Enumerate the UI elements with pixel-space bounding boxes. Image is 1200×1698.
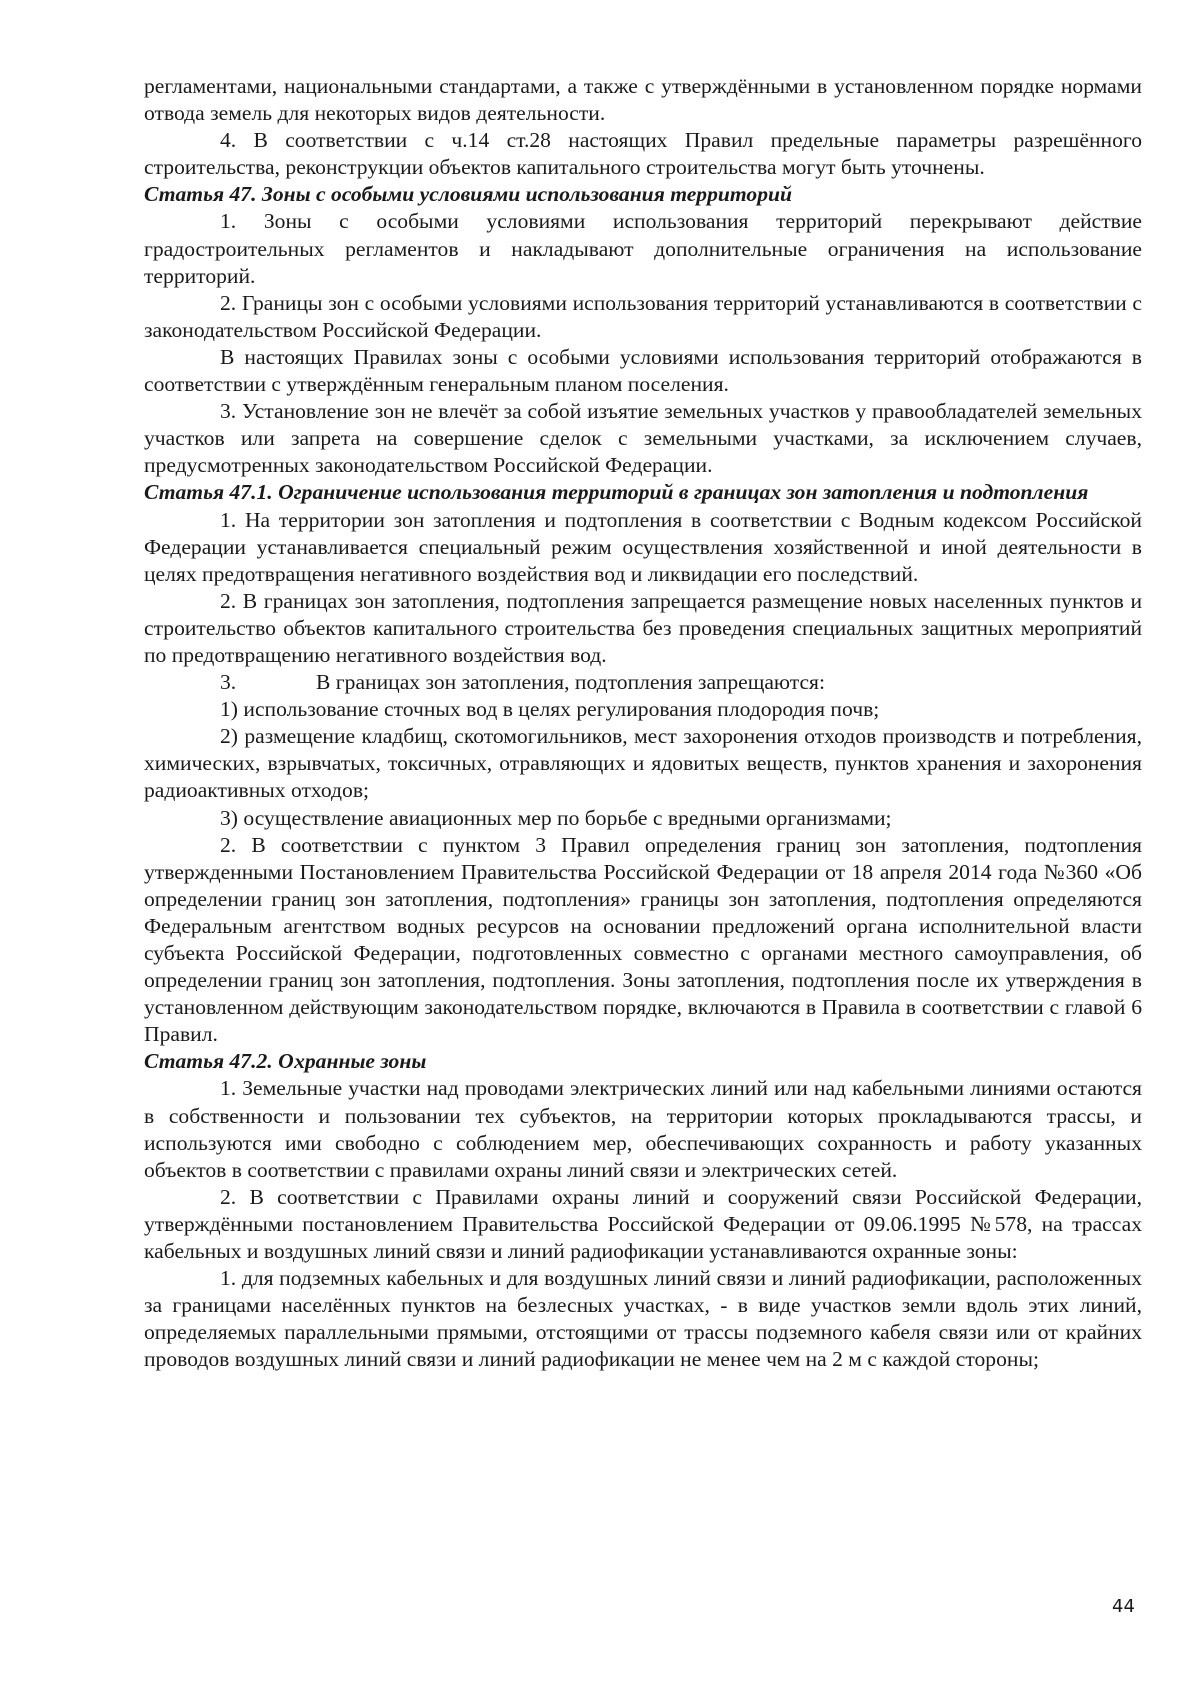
list-item-2: 2) размещение кладбищ, скотомогильников, мест захоронения отходов производств и потребления, химических, взрывчатых, токсичных, отравляющих и ядовитых веществ, пунктов хранения и захоронения радиоактивных отходов;: [144, 724, 1142, 803]
paragraph-47-2-1: 1. Земельные участки над проводами электрических линий или над кабельными линиями остаются в собственности и пользовании тех субъектов, на территории которых прокладываются трассы, и используются ими свободно с соблюдением мер, обеспечивающих сохранность и работу указанных объектов в соответствии с правилами охраны линий связи и электрических сетей.: [144, 1076, 1142, 1182]
article-47-1-heading: Статья 47.1. Ограничение использования территорий в границах зон затопления и подтопления: [144, 480, 1089, 505]
paragraph-item-4: 4. В соответствии с ч.14 ст.28 настоящих Правил предельные параметры разрешённого строительства, реконструкции объектов капитального строительства могут быть уточнены.: [144, 128, 1142, 180]
page-number: 44: [1112, 1596, 1135, 1617]
paragraph-47-2-2-1: 1. для подземных кабельных и для воздушных линий связи и линий радиофикации, расположенных за границами населённых пунктов на безлесных участках, - в виде участков земли вдоль этих линий, определяемых параллельными прямыми, отстоящими от трассы подземного кабеля связи или от крайних проводов воздушных линий связи и линий радиофикации не менее чем на 2 м с каждой стороны;: [144, 1266, 1142, 1372]
paragraph-continuation: регламентами, национальными стандартами, а также с утверждёнными в установленном порядке нормами отвода земель для некоторых видов деятельности.: [144, 74, 1142, 126]
paragraph-47-3: 3. Установление зон не влечёт за собой изъятие земельных участков у правообладателей земельных участков или запрета на совершение сделок с земельными участками, за исключением случаев, предусмотренных законодательством Российской Федерации.: [144, 399, 1142, 478]
list-item-3: 3) осуществление авиационных мер по борьбе с вредными организмами;: [220, 805, 892, 830]
paragraph-47-1-3-text: В границах зон затопления, подтопления запрещаются:: [316, 670, 825, 695]
paragraph-47-1-2b: 2. В соответствии с пунктом 3 Правил определения границ зон затопления, подтопления утвержденными Постановлением Правительства Российской Федерации от 18 апреля 2014 года №360 «Об определении границ зон затопления, подтопления» границы зон затопления, подтопления определяются Федеральным агентством водных ресурсов на основании предложений органа исполнительной власти субъекта Российской Федерации, подготовленных совместно с органами местного самоуправления, об определении границ зон затопления, подтопления. Зоны затопления, подтопления после их утверждения в установленном действующим законодательством порядке, включаются в Правила в соответствии с главой 6 Правил.: [144, 832, 1142, 1047]
paragraph-47-1-3-number: 3.: [220, 670, 237, 695]
paragraph-47-1-2: 2. В границах зон затопления, подтопления запрещается размещение новых населенных пунктов и строительство объектов капитального строительства без проведения специальных защитных мероприятий по предотвращению негативного воздействия вод.: [144, 588, 1142, 667]
paragraph-47-2-2: 2. В соответствии с Правилами охраны линий и сооружений связи Российской Федерации, утверждёнными постановлением Правительства Российской Федерации от 09.06.1995 №578, на трассах кабельных и воздушных линий связи и линий радиофикации устанавливаются охранные зоны:: [144, 1184, 1142, 1264]
article-47-2-heading: Статья 47.2. Охранные зоны: [144, 1049, 427, 1074]
list-item-1: 1) использование сточных вод в целях регулирования плодородия почв;: [220, 697, 880, 722]
paragraph-47-2-note: В настоящих Правилах зоны с особыми условиями использования территорий отображаются в соответствии с утверждённым генеральным планом поселения.: [144, 344, 1142, 397]
document-page: [144, 73, 1142, 1374]
article-47-heading: Статья 47. Зоны с особыми условиями использования территорий: [144, 182, 793, 207]
paragraph-47-1: 1. Зоны с особыми условиями использования территорий перекрывают действие градостроительных регламентов и накладывают дополнительные ограничения на использование территорий.: [144, 209, 1142, 288]
paragraph-47-1-3: [144, 669, 1142, 696]
paragraph-47-2: 2. Границы зон с особыми условиями использования территорий устанавливаются в соответствии с законодательством Российской Федерации.: [144, 290, 1142, 342]
paragraph-47-1-1: 1. На территории зон затопления и подтопления в соответствии с Водным кодексом Российской Федерации устанавливается специальный режим осуществления хозяйственной и иной деятельности в целях предотвращения негативного воздействия вод и ликвидации его последствий.: [144, 507, 1142, 586]
